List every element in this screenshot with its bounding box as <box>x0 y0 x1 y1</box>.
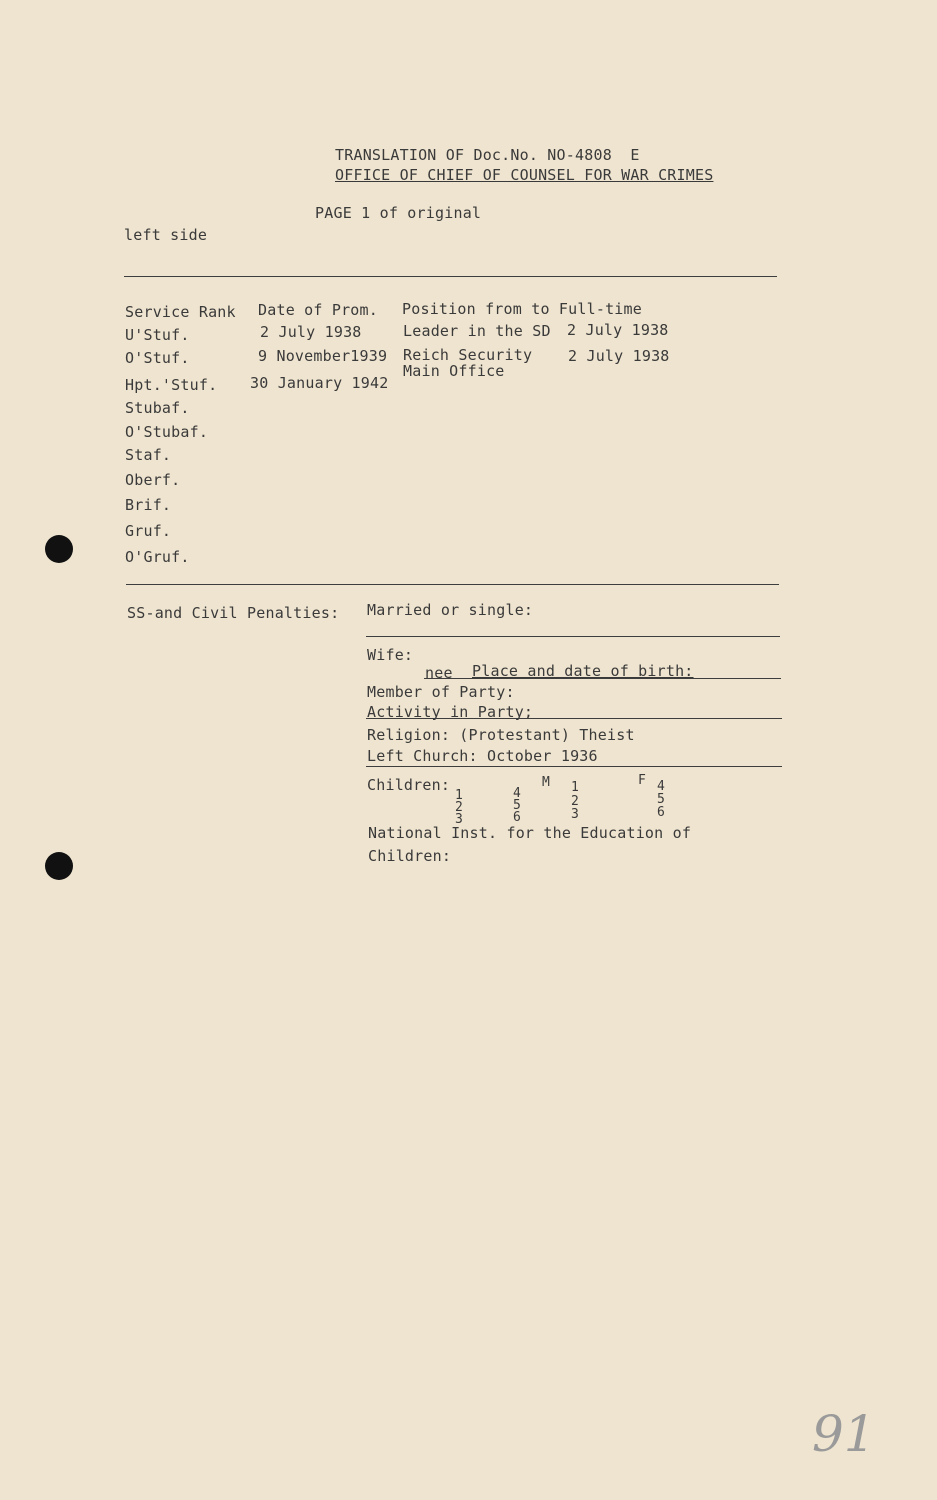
child-number: 5 <box>657 792 666 807</box>
rank-item: Staf. <box>125 446 172 464</box>
left-church-line: Left Church: October 1936 <box>367 747 598 765</box>
child-number: 6 <box>513 810 522 825</box>
rule <box>424 678 781 679</box>
prom-date: 2 July 1938 <box>260 323 362 341</box>
punch-hole <box>45 535 73 563</box>
page-line: PAGE 1 of original <box>315 204 482 222</box>
birth-label: Place and date of birth: <box>472 662 694 680</box>
side-label: left side <box>124 226 208 244</box>
female-label: F <box>638 773 647 788</box>
rule <box>366 766 782 767</box>
rank-item: Oberf. <box>125 471 181 489</box>
child-number: 4 <box>657 779 666 794</box>
fulltime-date: 2 July 1938 <box>568 347 670 365</box>
prom-date: 30 January 1942 <box>250 374 389 392</box>
position-entry: Leader in the SD <box>403 322 551 340</box>
rank-item: O'Stuf. <box>125 349 190 367</box>
col-service-rank: Service Rank <box>125 303 236 321</box>
rank-item: Gruf. <box>125 522 172 540</box>
office-line: OFFICE OF CHIEF OF COUNSEL FOR WAR CRIMES <box>335 166 714 184</box>
translation-line: TRANSLATION OF Doc.No. NO-4808 E <box>335 146 640 164</box>
child-number: 3 <box>455 812 464 827</box>
member-label: Member of Party: <box>367 683 515 701</box>
national-inst-line: National Inst. for the Education of <box>368 824 692 842</box>
penalties-label: SS-and Civil Penalties: <box>127 604 340 622</box>
rank-item: U'Stuf. <box>125 326 190 344</box>
punch-hole <box>45 852 73 880</box>
wife-label: Wife: <box>367 646 414 664</box>
child-number: 6 <box>657 805 666 820</box>
divider-top <box>124 276 777 277</box>
divider-middle <box>126 584 779 585</box>
col-date-prom: Date of Prom. <box>258 301 378 319</box>
prom-date: 9 November1939 <box>258 347 388 365</box>
child-number: 4 <box>513 786 522 801</box>
rank-item: O'Gruf. <box>125 548 190 566</box>
nee-label: nee <box>425 664 453 682</box>
child-number: 2 <box>455 800 464 815</box>
married-label: Married or single: <box>367 601 534 619</box>
rank-item: Brif. <box>125 496 172 514</box>
rule <box>366 636 780 637</box>
child-number: 1 <box>455 788 464 803</box>
rank-item: Stubaf. <box>125 399 190 417</box>
children-line: Children: <box>368 847 452 865</box>
folio-mark: 91 <box>812 1405 876 1463</box>
child-number: 5 <box>513 798 522 813</box>
children-label: Children: <box>367 776 451 794</box>
male-label: M <box>542 775 551 790</box>
rank-item: O'Stubaf. <box>125 423 209 441</box>
religion-line: Religion: (Protestant) Theist <box>367 726 635 744</box>
fulltime-date: 2 July 1938 <box>567 321 669 339</box>
rank-item: Hpt.'Stuf. <box>125 376 218 394</box>
position-entry: Main Office <box>403 362 505 380</box>
child-number: 1 <box>571 780 580 795</box>
activity-label: Activity in Party; <box>367 703 534 721</box>
rule <box>366 718 782 719</box>
child-number: 3 <box>571 807 580 822</box>
child-number: 2 <box>571 794 580 809</box>
col-position: Position from to Full-time <box>402 300 642 318</box>
position-entry: Reich Security <box>403 346 533 364</box>
